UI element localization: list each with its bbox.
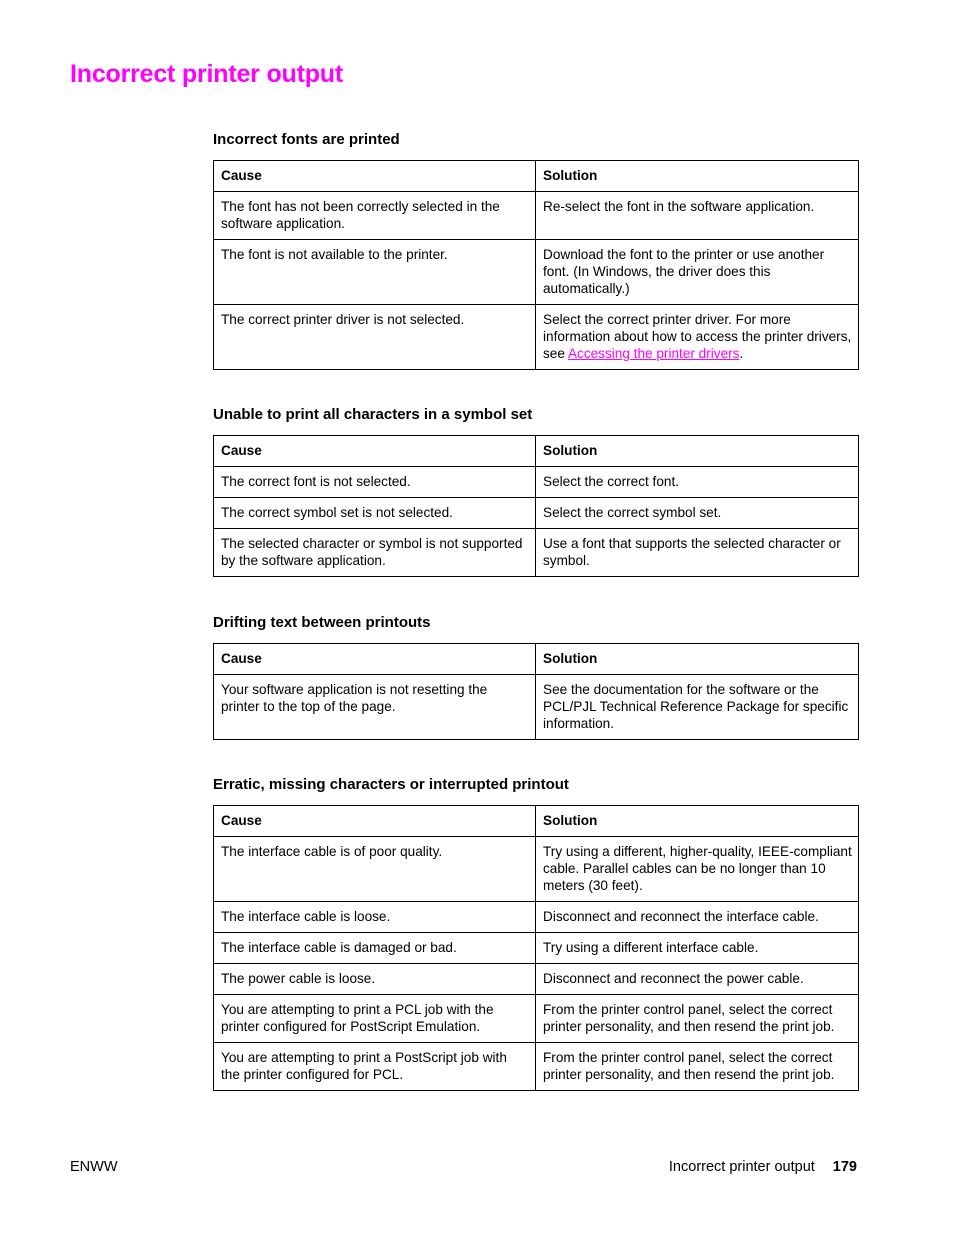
section-drifting-text (213, 613, 858, 740)
solution-cell: Disconnect and reconnect the power cable. (536, 964, 859, 995)
cause-solution-table (213, 160, 859, 370)
cause-cell: The correct printer driver is not selected. (214, 305, 536, 370)
column-header-cause: Cause (214, 806, 536, 837)
solution-text: Select the correct printer driver. For more information about how to access the printer drivers, see (543, 312, 852, 361)
cause-cell: The selected character or symbol is not supported by the software application. (214, 529, 536, 577)
table-row (214, 529, 859, 577)
column-header-cause: Cause (214, 644, 536, 675)
solution-cell: See the documentation for the software or the PCL/PJL Technical Reference Package for specific information. (536, 675, 859, 740)
table-row (214, 305, 859, 370)
solution-text-suffix: . (739, 346, 744, 361)
solution-cell: Try using a different interface cable. (536, 933, 859, 964)
table-header-row (214, 436, 859, 467)
table-row (214, 675, 859, 740)
cause-solution-table (213, 435, 859, 577)
table-row (214, 964, 859, 995)
cause-cell: You are attempting to print a PostScript job with the printer configured for PCL. (214, 1043, 536, 1091)
section-heading: Drifting text between printouts (213, 614, 431, 631)
section-symbol-set (213, 405, 858, 577)
table-row (214, 240, 859, 305)
solution-cell: From the printer control panel, select the correct printer personality, and then resend the print job. (536, 1043, 859, 1091)
page-title: Incorrect printer output (70, 60, 343, 88)
cause-cell: The correct font is not selected. (214, 467, 536, 498)
table-row (214, 192, 859, 240)
solution-cell: From the printer control panel, select the correct printer personality, and then resend the print job. (536, 995, 859, 1043)
page-number: 179 (832, 1159, 857, 1175)
solution-cell: Try using a different, higher-quality, IEEE-compliant cable. Parallel cables can be no longer than 10 meters (30 feet). (536, 837, 859, 902)
column-header-cause: Cause (214, 161, 536, 192)
column-header-solution: Solution (536, 806, 859, 837)
solution-cell: Disconnect and reconnect the interface cable. (536, 902, 859, 933)
cause-cell: The interface cable is of poor quality. (214, 837, 536, 902)
cause-cell: Your software application is not resetting the printer to the top of the page. (214, 675, 536, 740)
column-header-cause: Cause (214, 436, 536, 467)
section-heading: Unable to print all characters in a symbol set (213, 406, 533, 423)
solution-cell (536, 305, 859, 370)
cause-solution-table (213, 805, 859, 1091)
column-header-solution: Solution (536, 436, 859, 467)
column-header-solution: Solution (536, 644, 859, 675)
cause-cell: The interface cable is damaged or bad. (214, 933, 536, 964)
table-row (214, 837, 859, 902)
table-row (214, 467, 859, 498)
footer-section-title: Incorrect printer output (668, 1159, 815, 1175)
solution-cell: Select the correct font. (536, 467, 859, 498)
footer-locale-code: ENWW (70, 1159, 118, 1175)
table-row (214, 933, 859, 964)
solution-cell: Select the correct symbol set. (536, 498, 859, 529)
table-header-row (214, 161, 859, 192)
cause-solution-table (213, 643, 859, 740)
cause-cell: The correct symbol set is not selected. (214, 498, 536, 529)
solution-cell: Use a font that supports the selected character or symbol. (536, 529, 859, 577)
cause-cell: The font has not been correctly selected in the software application. (214, 192, 536, 240)
cause-cell: The power cable is loose. (214, 964, 536, 995)
table-row (214, 498, 859, 529)
solution-cell: Download the font to the printer or use another font. (In Windows, the driver does this automatically.) (536, 240, 859, 305)
table-row (214, 902, 859, 933)
table-row (214, 1043, 859, 1091)
accessing-printer-drivers-link[interactable]: Accessing the printer drivers (567, 346, 740, 361)
table-row (214, 995, 859, 1043)
section-incorrect-fonts (213, 130, 858, 370)
column-header-solution: Solution (536, 161, 859, 192)
cause-cell: The interface cable is loose. (214, 902, 536, 933)
section-erratic-printout (213, 775, 858, 1091)
cause-cell: The font is not available to the printer. (214, 240, 536, 305)
table-header-row (214, 644, 859, 675)
section-heading: Erratic, missing characters or interrupted printout (213, 776, 569, 793)
footer-page-info (669, 1159, 857, 1175)
table-header-row (214, 806, 859, 837)
section-heading: Incorrect fonts are printed (213, 131, 400, 148)
cause-cell: You are attempting to print a PCL job with the printer configured for PostScript Emulation. (214, 995, 536, 1043)
solution-cell: Re-select the font in the software application. (536, 192, 859, 240)
